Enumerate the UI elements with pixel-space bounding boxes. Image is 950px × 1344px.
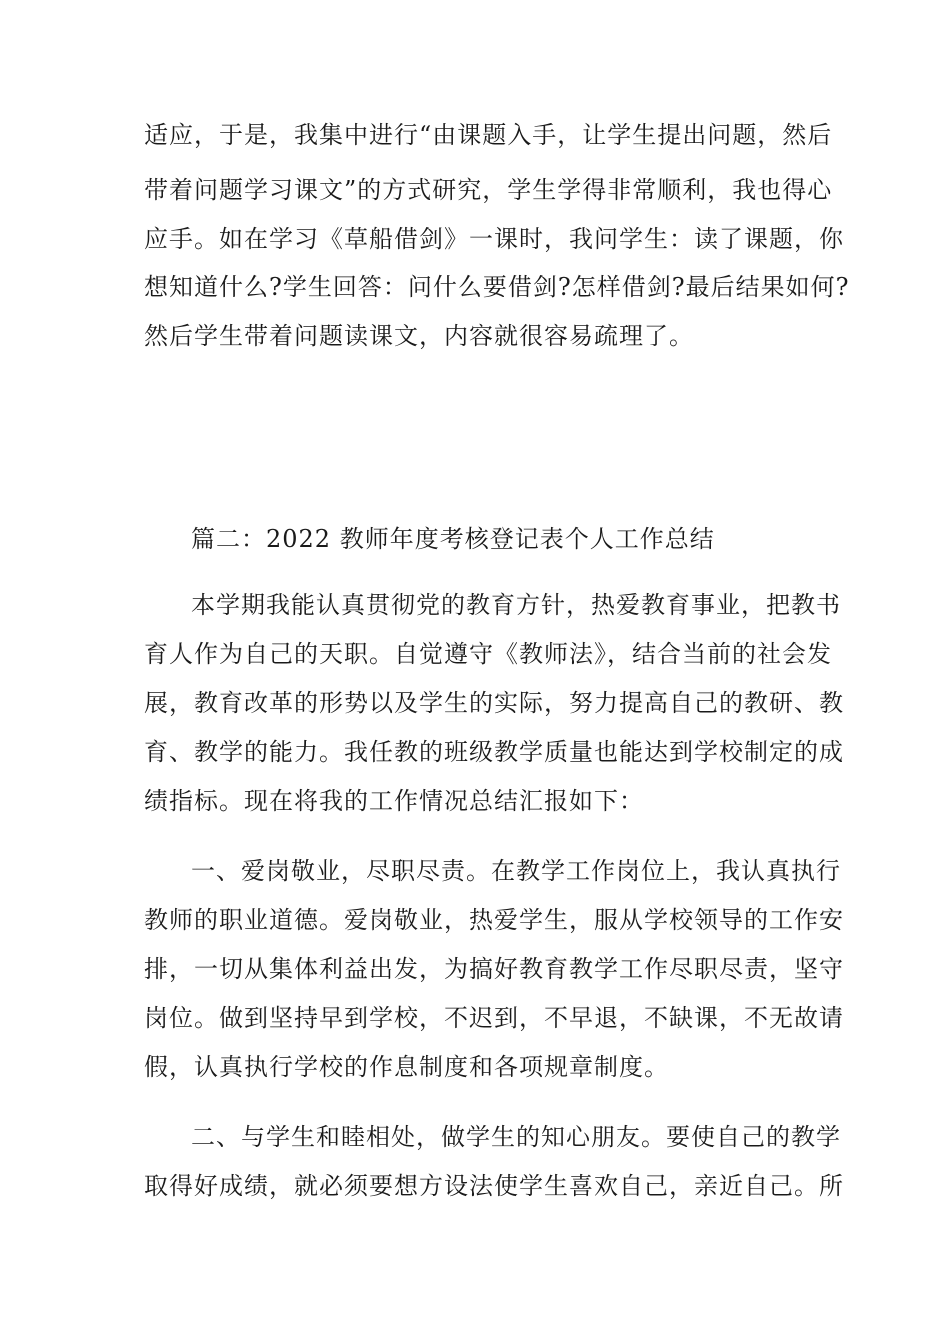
paragraph-2-line-2: 育人作为自己的天职。自觉遵守《教师法》，结合当前的社会发 — [144, 640, 832, 668]
paragraph-4-line-2: 取得好成绩，就必须要想方设法使学生喜欢自己，亲近自己。所 — [144, 1172, 844, 1200]
section-heading: 篇二：2022 教师年度考核登记表个人工作总结 — [191, 525, 715, 553]
paragraph-3-line-1: 一、爱岗敬业，尽职尽责。在教学工作岗位上，我认真执行 — [191, 857, 841, 885]
paragraph-1-line-2: 带着问题学习课文”的方式研究，学生学得非常顺利，我也得心 — [144, 176, 833, 204]
paragraph-3-line-5: 假，认真执行学校的作息制度和各项规章制度。 — [144, 1053, 669, 1081]
paragraph-1-line-1: 适应，于是，我集中进行“由课题入手，让学生提出问题，然后 — [144, 121, 833, 149]
paragraph-2-line-4: 育、教学的能力。我任教的班级教学质量也能达到学校制定的成 — [144, 738, 844, 766]
paragraph-3-line-4: 岗位。做到坚持早到学校，不迟到，不早退，不缺课，不无故请 — [144, 1004, 844, 1032]
paragraph-1-line-3: 应手。如在学习《草船借剑》一课时，我问学生：读了课题，你 — [144, 225, 844, 253]
paragraph-1-line-5: 然后学生带着问题读课文，内容就很容易疏理了。 — [144, 322, 694, 350]
paragraph-3-line-2: 教师的职业道德。爱岗敬业，热爱学生，服从学校领导的工作安 — [144, 906, 844, 934]
paragraph-2-line-3: 展，教育改革的形势以及学生的实际，努力提高自己的教研、教 — [144, 689, 844, 717]
paragraph-4-line-1: 二、与学生和睦相处，做学生的知心朋友。要使自己的教学 — [191, 1123, 841, 1151]
paragraph-1-line-4: 想知道什么?学生回答：问什么要借剑?怎样借剑?最后结果如何? — [144, 273, 850, 301]
paragraph-3-line-3: 排，一切从集体利益出发，为搞好教育教学工作尽职尽责，坚守 — [144, 955, 844, 983]
paragraph-2-line-1: 本学期我能认真贯彻党的教育方针，热爱教育事业，把教书 — [191, 591, 841, 619]
paragraph-2-line-5: 绩指标。现在将我的工作情况总结汇报如下： — [144, 787, 644, 815]
